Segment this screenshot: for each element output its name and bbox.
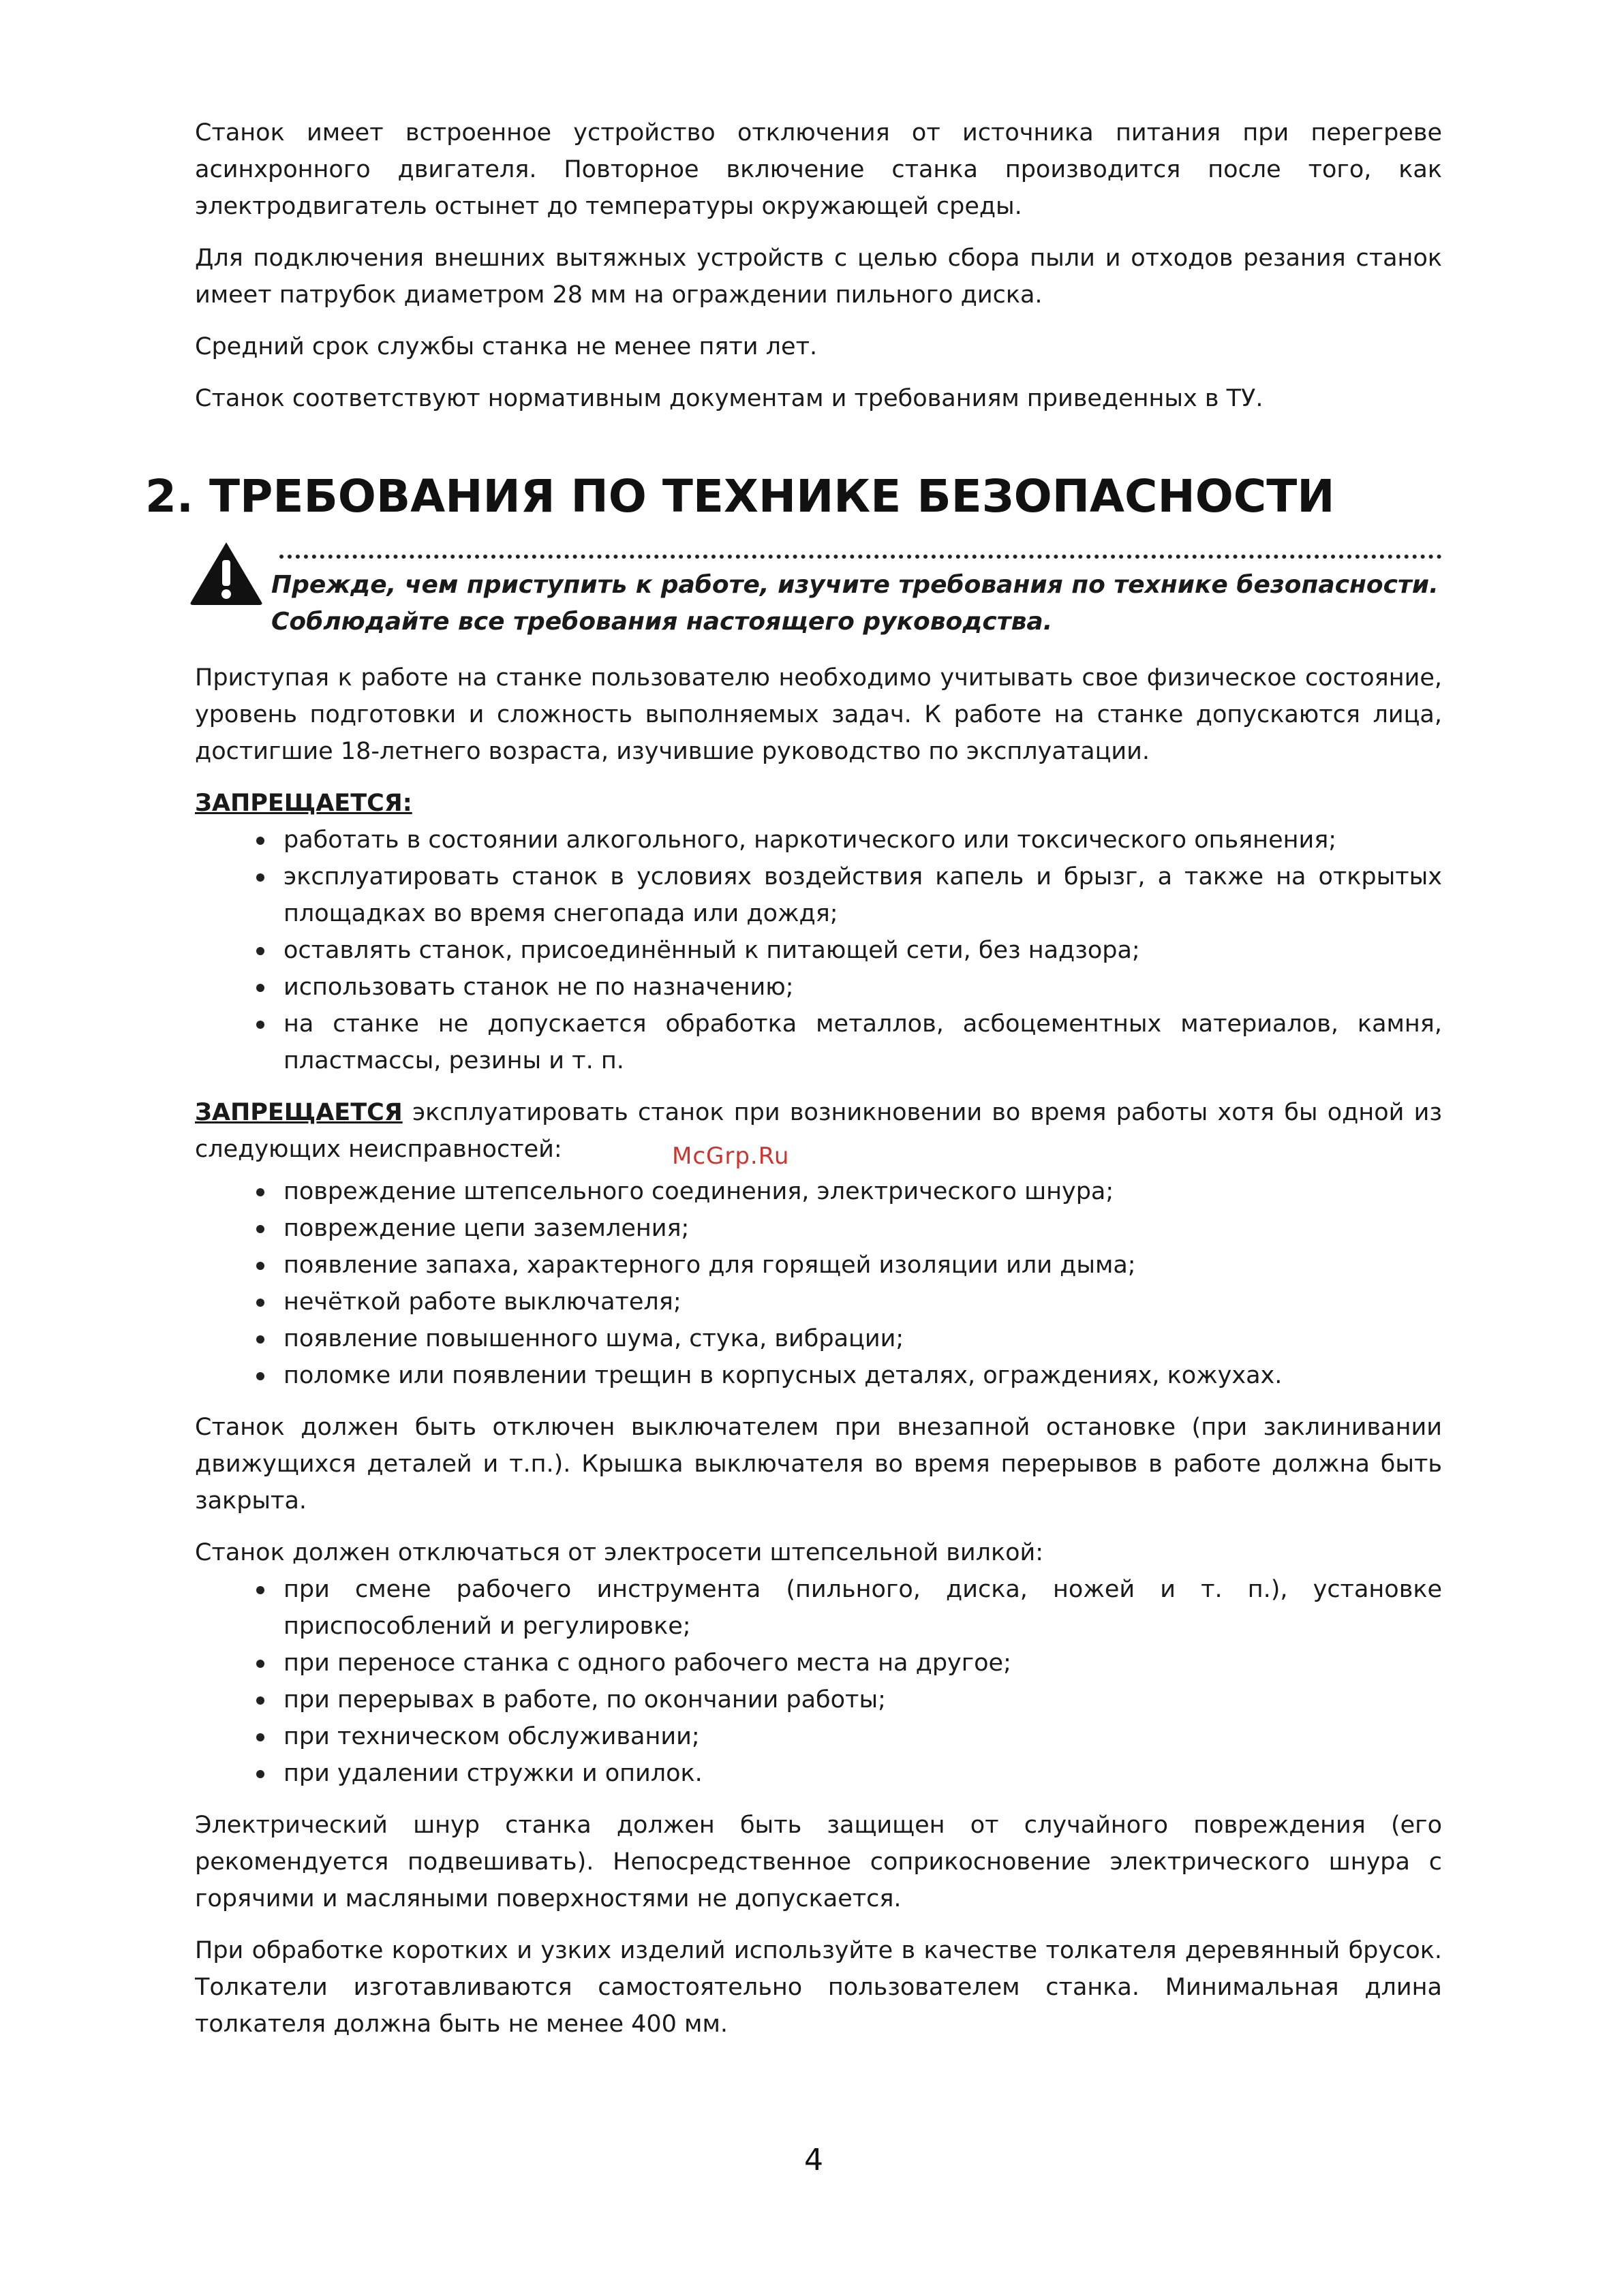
- switch-paragraph: Станок должен быть отключен выключателем при внезапной остановке (при заклинивании движущихся деталей и т.п.). Крышка выключателя во время перерывов в работе должна быть закрыта.: [195, 1414, 1442, 1515]
- list-item: повреждение штепсельного соединения, электрического шнура;: [195, 1173, 1442, 1210]
- watermark: McGrp.Ru: [672, 1143, 790, 1170]
- intro-paragraph-2: Для подключения внешних вытяжных устройств с целью сбора пыли и отходов резания станок имеет патрубок диаметром 28 мм на ограждении пильного диска.: [195, 245, 1442, 309]
- list-item: появление запаха, характерного для горящей изоляции или дыма;: [195, 1247, 1442, 1284]
- list-item: поломке или появлении трещин в корпусных деталях, ограждениях, кожухах.: [195, 1357, 1442, 1394]
- list-item: при перерывах в работе, по окончании работы;: [195, 1681, 1442, 1718]
- warning-line-2: Соблюдайте все требования настоящего руководства.: [271, 608, 1053, 636]
- forbidden-list: [195, 822, 1442, 1079]
- forbidden2-rest: эксплуатировать станок при возникновении во время работы хотя бы одной из следующих неисправностей:: [195, 1099, 1442, 1163]
- cord-paragraph: Электрический шнур станка должен быть защищен от случайного повреждения (его рекомендуется подвешивать). Непосредственное соприкосновение электрического шнура с горячими и масляными поверхностями не допускается.: [195, 1812, 1442, 1912]
- list-item: использовать станок не по назначению;: [195, 969, 1442, 1006]
- faults-list: [195, 1173, 1442, 1394]
- intro-paragraph-4: Станок соответствуют нормативным документам и требованиям приведенных в ТУ.: [195, 385, 1263, 412]
- warning-text: [271, 567, 1443, 640]
- list-item: оставлять станок, присоединённый к питающей сети, без надзора;: [195, 932, 1442, 969]
- warning-dotted-rule: [279, 545, 1442, 559]
- intro-block: [195, 114, 1442, 417]
- pusher-paragraph: При обработке коротких и узких изделий используйте в качестве толкателя деревянный брусок. Толкатели изготавливаются самостоятельно пользователем станка. Минимальная длина толкателя должна быть не менее 400 мм.: [195, 1937, 1442, 2038]
- intro-paragraph-1: Станок имеет встроенное устройство отключения от источника питания при перегреве асинхронного двигателя. Повторное включение станка производится после того, как электродвигатель остынет до температуры окружающей среды.: [195, 119, 1442, 220]
- plug-paragraph: Станок должен отключаться от электросети штепсельной вилкой:: [195, 1539, 1044, 1566]
- list-item: при смене рабочего инструмента (пильного, диска, ножей и т. п.), установке приспособлений и регулировке;: [195, 1571, 1442, 1645]
- intro-paragraph-3: Средний срок службы станка не менее пяти лет.: [195, 333, 818, 360]
- list-item: повреждение цепи заземления;: [195, 1210, 1442, 1247]
- section-title: 2. ТРЕБОВАНИЯ ПО ТЕХНИКЕ БЕЗОПАСНОСТИ: [145, 470, 1335, 523]
- list-item: при переносе станка с одного рабочего места на другое;: [195, 1645, 1442, 1681]
- forbidden-heading: ЗАПРЕЩАЕТСЯ:: [195, 790, 412, 817]
- list-item: появление повышенного шума, стука, вибрации;: [195, 1320, 1442, 1357]
- plug-list: [195, 1571, 1442, 1792]
- list-item: на станке не допускается обработка металлов, асбоцементных материалов, камня, пластмассы, резины и т. п.: [195, 1006, 1442, 1079]
- forbidden2-paragraph: [195, 1094, 1442, 1168]
- body-block: [195, 660, 1442, 2043]
- list-item: эксплуатировать станок в условиях воздействия капель и брызг, а также на открытых площадках во время снегопада или дождя;: [195, 858, 1442, 932]
- list-item: работать в состоянии алкогольного, наркотического или токсического опьянения;: [195, 822, 1442, 858]
- list-item: при техническом обслуживании;: [195, 1718, 1442, 1755]
- list-item: при удалении стружки и опилок.: [195, 1755, 1442, 1792]
- forbidden2-lead: ЗАПРЕЩАЕТСЯ: [195, 1099, 403, 1126]
- page-number: 4: [804, 2143, 823, 2177]
- warning-line-1: Прежде, чем приступить к работе, изучите требования по технике безопасности.: [271, 571, 1439, 599]
- warning-triangle-icon: [188, 540, 264, 606]
- list-item: нечёткой работе выключателя;: [195, 1284, 1442, 1320]
- user-paragraph: Приступая к работе на станке пользователю необходимо учитывать свое физическое состояние, уровень подготовки и сложность выполняемых задач. К работе на станке допускаются лица, достигшие 18-летнего возраста, изучившие руководство по эксплуатации.: [195, 664, 1442, 765]
